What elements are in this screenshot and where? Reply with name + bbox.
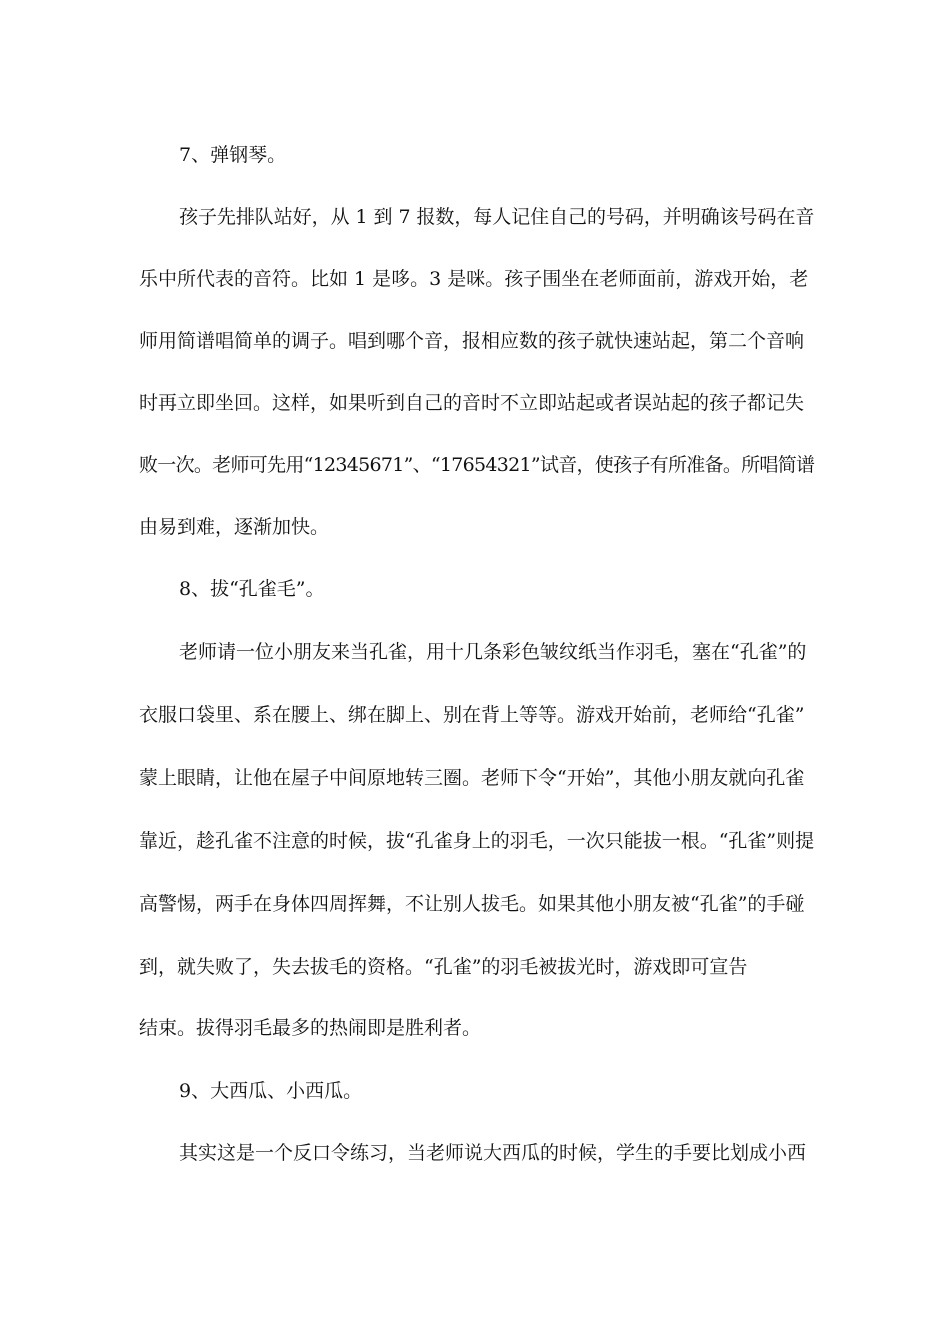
- paragraph-line: 靠近，趁孔雀不注意的时候，拔“孔雀身上的羽毛，一次只能拔一根。“孔雀”则提: [139, 830, 815, 852]
- paragraph-line: 老师请一位小朋友来当孔雀，用十几条彩色皱纹纸当作羽毛，塞在“孔雀”的: [179, 641, 807, 663]
- paragraph-line: 时再立即坐回。这样，如果听到自己的音时不立即站起或者误站起的孩子都记失: [139, 392, 805, 414]
- paragraph-line: 孩子先排队站好，从 1 到 7 报数，每人记住自己的号码，并明确该号码在音: [179, 206, 815, 228]
- paragraph-line: 败一次。老师可先用“12345671”、“17654321”试音，使孩子有所准备。所唱简谱: [139, 454, 815, 476]
- paragraph-line: 高警惕，两手在身体四周挥舞，不让别人拔毛。如果其他小朋友被“孔雀”的手碰: [139, 893, 805, 915]
- paragraph-line: 师用简谱唱简单的调子。唱到哪个音，报相应数的孩子就快速站起，第二个音响: [139, 330, 805, 352]
- paragraph-line: 结束。拔得羽毛最多的热闹即是胜利者。: [139, 1017, 482, 1039]
- paragraph-line: 乐中所代表的音符。比如 1 是哆。3 是咪。孩子围坐在老师面前，游戏开始，老: [139, 268, 809, 290]
- paragraph-line: 蒙上眼睛，让他在屋子中间原地转三圈。老师下令“开始”，其他小朋友就向孔雀: [139, 767, 805, 789]
- paragraph-line: 其实这是一个反口令练习，当老师说大西瓜的时候，学生的手要比划成小西: [179, 1142, 807, 1164]
- section-heading: 9、大西瓜、小西瓜。: [179, 1080, 363, 1102]
- paragraph-line: 到，就失败了，失去拔毛的资格。“孔雀”的羽毛被拔光时，游戏即可宣告: [139, 956, 748, 978]
- section-heading: 7、弹钢琴。: [179, 144, 287, 166]
- paragraph-line: 衣服口袋里、系在腰上、绑在脚上、别在背上等等。游戏开始前，老师给“孔雀”: [139, 704, 805, 726]
- paragraph-line: 由易到难，逐渐加快。: [139, 516, 330, 538]
- section-heading: 8、拔“孔雀毛”。: [179, 578, 325, 600]
